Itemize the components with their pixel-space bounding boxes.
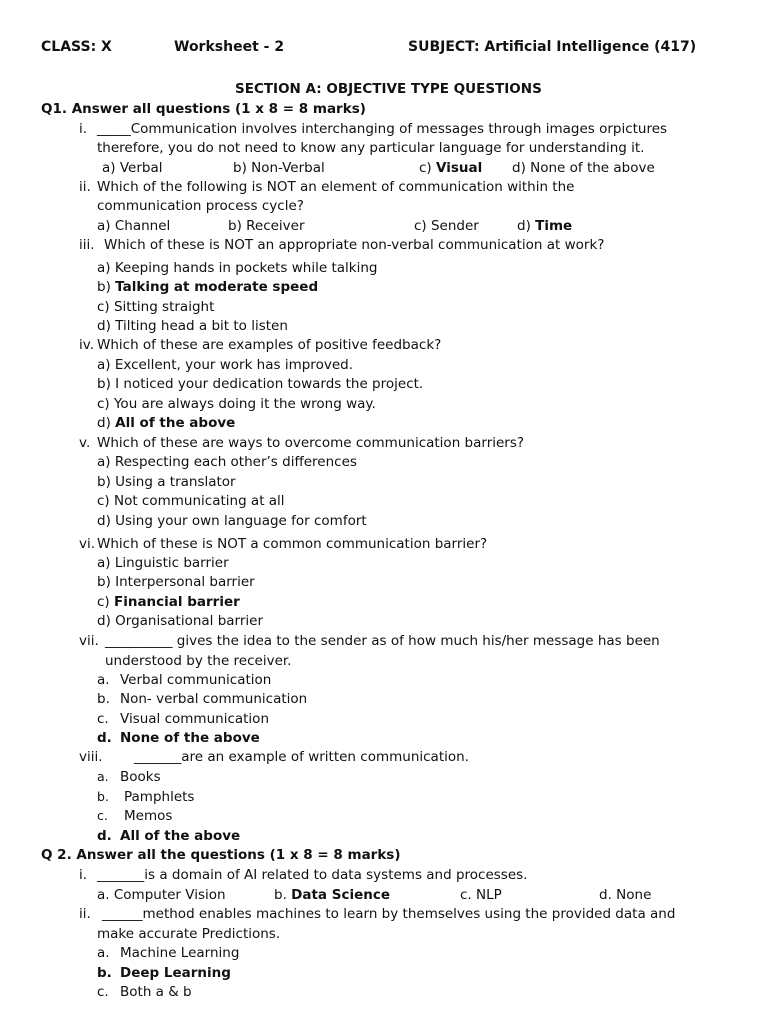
- q2-i-answer: Data Science: [291, 887, 391, 903]
- q1-v-option-a: a) Respecting each other’s differences: [97, 454, 357, 470]
- q1-ii-option-a: a) Channel: [97, 218, 171, 234]
- q1-vii-answer: None of the above: [120, 730, 260, 746]
- q1-viii-answer: All of the above: [120, 828, 241, 844]
- q1-iv-text: Which of these are examples of positive feedback?: [97, 337, 442, 353]
- q1-i-option-d: d) None of the above: [512, 160, 655, 176]
- q2-ii-option-c: Both a & b: [120, 984, 192, 1000]
- q1-i-option-c: c) Visual: [419, 160, 483, 176]
- q1-v-option-b: b) Using a translator: [97, 474, 236, 490]
- q1-iii-answer: Talking at moderate speed: [115, 279, 319, 295]
- q1-viii-label-d: d.: [97, 828, 112, 844]
- q1-viii-label-b: b.: [97, 789, 109, 804]
- q1-vii-option-c: Visual communication: [120, 711, 269, 727]
- q1-ii-text-cont: communication process cycle?: [97, 198, 304, 214]
- q1-v-number: v.: [79, 435, 91, 451]
- q1-vi-option-c: c) Financial barrier: [97, 594, 240, 610]
- q1-vii-option-a: Verbal communication: [120, 672, 272, 688]
- q2-ii-number: ii.: [79, 906, 91, 922]
- q1-vii-label-b: b.: [97, 691, 110, 707]
- q1-vii-label-c: c.: [97, 711, 109, 727]
- q2-i-option-d: d. None: [599, 887, 652, 903]
- q1-iv-option-a: a) Excellent, your work has improved.: [97, 357, 353, 373]
- q2-ii-label-b: b.: [97, 965, 112, 981]
- q1-vi-option-a: a) Linguistic barrier: [97, 555, 229, 571]
- q1-v-option-c: c) Not communicating at all: [97, 493, 285, 509]
- q1-iv-option-d: d) All of the above: [97, 415, 236, 431]
- q1-i-number: i.: [79, 121, 88, 137]
- q1-viii-label-c: c.: [97, 808, 108, 823]
- q2-heading: Q 2. Answer all the questions (1 x 8 = 8 marks): [41, 847, 401, 863]
- q1-vii-label-d: d.: [97, 730, 112, 746]
- q2-ii-text-cont: make accurate Predictions.: [97, 926, 281, 942]
- subject-label: SUBJECT: Artificial Intelligence (417): [408, 39, 697, 55]
- q1-vi-text: Which of these is NOT a common communication barrier?: [97, 536, 488, 552]
- q1-viii-text: _______are an example of written communication.: [134, 749, 469, 765]
- q1-viii-label-a: a.: [97, 769, 109, 784]
- q1-ii-option-b: b) Receiver: [228, 218, 305, 234]
- q1-vi-number: vi.: [79, 536, 96, 552]
- q1-vii-option-b: Non- verbal communication: [120, 691, 308, 707]
- q1-i-text-cont: therefore, you do not need to know any particular language for understanding it.: [97, 140, 645, 156]
- q2-ii-answer: Deep Learning: [120, 965, 231, 981]
- q1-viii-option-b: Pamphlets: [124, 789, 195, 805]
- section-title: SECTION A: OBJECTIVE TYPE QUESTIONS: [235, 81, 542, 97]
- q1-viii-option-a: Books: [120, 769, 161, 785]
- q1-iii-option-d: d) Tilting head a bit to listen: [97, 318, 288, 334]
- q1-ii-text: Which of the following is NOT an element of communication within the: [97, 179, 575, 195]
- q1-iii-option-a: a) Keeping hands in pockets while talking: [97, 260, 378, 276]
- q2-ii-label-c: c.: [97, 984, 109, 1000]
- q2-ii-text: ______method enables machines to learn by themselves using the provided data and: [102, 906, 676, 922]
- q2-ii-label-a: a.: [97, 945, 110, 961]
- q1-v-option-d: d) Using your own language for comfort: [97, 513, 367, 529]
- q1-v-text: Which of these are ways to overcome communication barriers?: [97, 435, 525, 451]
- q1-i-option-b: b) Non-Verbal: [233, 160, 325, 176]
- q1-vii-number: vii.: [79, 633, 99, 649]
- class-label: CLASS: X: [41, 39, 112, 55]
- q2-i-option-b: b. Data Science: [274, 887, 391, 903]
- q2-ii-option-a: Machine Learning: [120, 945, 240, 961]
- q1-i-option-a: a) Verbal: [102, 160, 163, 176]
- q1-vii-text-cont: understood by the receiver.: [105, 653, 292, 669]
- q1-heading: Q1. Answer all questions (1 x 8 = 8 marks): [41, 101, 366, 117]
- q1-vi-option-d: d) Organisational barrier: [97, 613, 264, 629]
- q2-i-option-c: c. NLP: [460, 887, 502, 903]
- q1-vi-option-b: b) Interpersonal barrier: [97, 574, 255, 590]
- q1-iv-option-c: c) You are always doing it the wrong way.: [97, 396, 376, 412]
- q1-i-text: _____Communication involves interchanging of messages through images orpictures: [97, 121, 668, 137]
- worksheet-label: Worksheet - 2: [174, 39, 285, 55]
- q1-viii-number: viii.: [79, 749, 103, 765]
- q1-i-answer: Visual: [435, 160, 483, 176]
- q1-viii-option-c: Memos: [124, 808, 173, 824]
- q2-i-text: _______is a domain of AI related to data systems and processes.: [97, 867, 528, 883]
- q2-i-option-a: a. Computer Vision: [97, 887, 226, 903]
- q1-iv-answer: All of the above: [115, 415, 236, 431]
- q1-iii-number: iii.: [79, 237, 95, 253]
- q1-vi-answer: Financial barrier: [113, 594, 240, 610]
- q1-vii-label-a: a.: [97, 672, 110, 688]
- q1-iv-number: iv.: [79, 337, 94, 353]
- q1-ii-answer: Time: [535, 218, 573, 234]
- q1-iii-option-b: b) Talking at moderate speed: [97, 279, 319, 295]
- q1-ii-option-d: d) Time: [517, 218, 573, 234]
- q1-iii-text: Which of these is NOT an appropriate non-verbal communication at work?: [104, 237, 605, 253]
- q1-iii-option-c: c) Sitting straight: [97, 299, 215, 315]
- q1-iv-option-b: b) I noticed your dedication towards the project.: [97, 376, 424, 392]
- q1-ii-option-c: c) Sender: [414, 218, 479, 234]
- q1-ii-number: ii.: [79, 179, 91, 195]
- q1-vii-text: __________ gives the idea to the sender as of how much his/her message has been: [105, 633, 660, 649]
- q2-i-number: i.: [79, 867, 88, 883]
